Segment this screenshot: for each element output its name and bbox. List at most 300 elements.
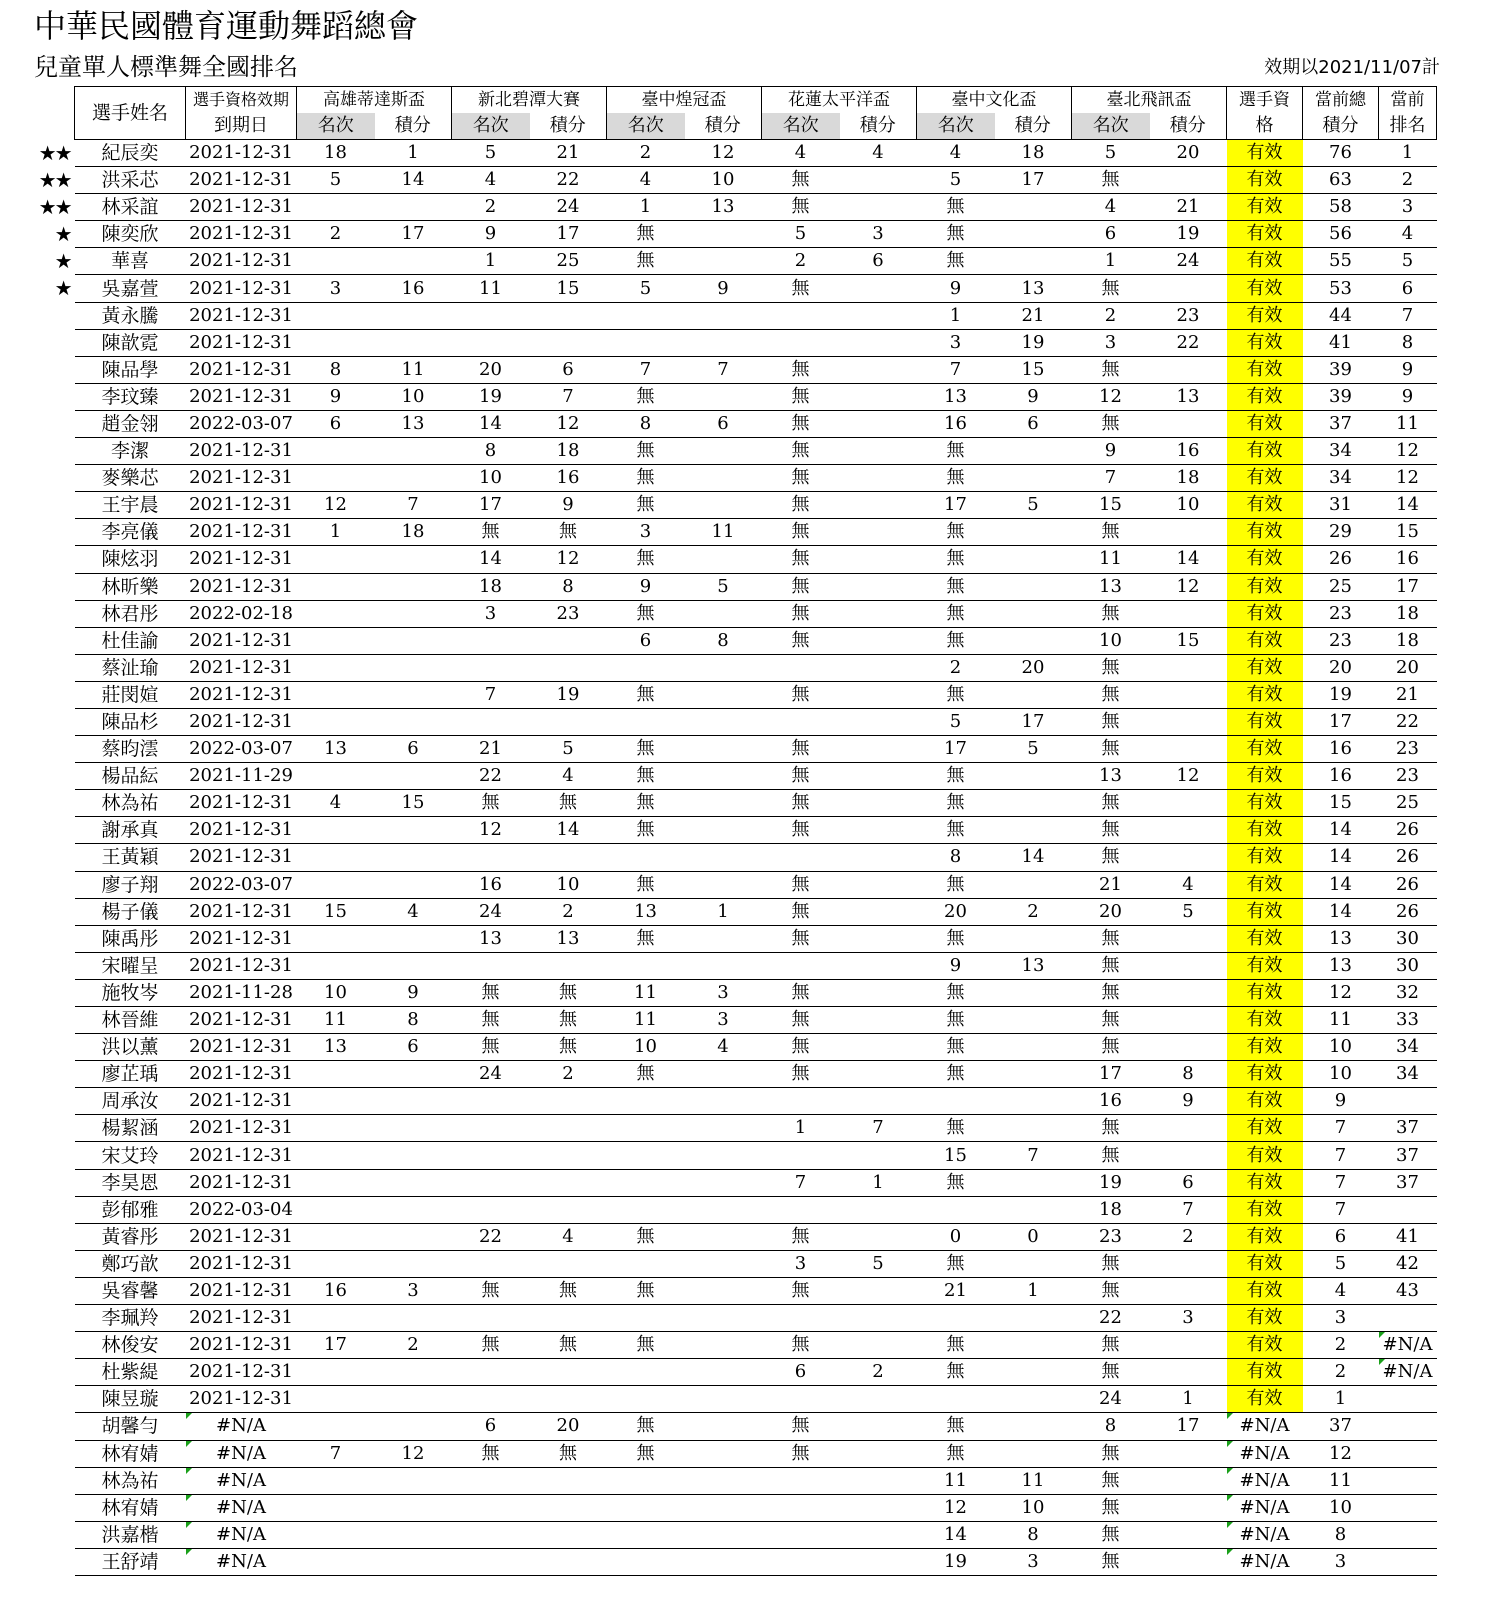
- comp-points: [840, 275, 917, 302]
- current-rank: 25: [1379, 790, 1437, 817]
- comp-rank: [452, 708, 530, 735]
- player-name: 李珮羚: [75, 1305, 186, 1332]
- comp-rank: 12: [297, 492, 375, 519]
- comp-points: [995, 573, 1072, 600]
- qualification-status: 有效: [1227, 654, 1303, 681]
- comp-points: [995, 1088, 1072, 1115]
- comp-points: [685, 438, 762, 465]
- comp-points: 22: [530, 167, 607, 194]
- comp-rank: 6: [762, 1359, 840, 1386]
- comp-points: 8: [995, 1521, 1072, 1548]
- comp-points: 17: [995, 708, 1072, 735]
- comp-rank: 10: [452, 465, 530, 492]
- total-points: 17: [1303, 708, 1379, 735]
- qualification-status: #N/A: [1227, 1440, 1303, 1467]
- total-points: 23: [1303, 627, 1379, 654]
- table-row: [75, 1332, 1437, 1359]
- comp-points: [995, 627, 1072, 654]
- comp-points: [530, 654, 607, 681]
- comp-points: 15: [995, 356, 1072, 383]
- comp-points: [840, 817, 917, 844]
- comp-points: [375, 708, 452, 735]
- comp-points: 10: [530, 871, 607, 898]
- comp-points: 21: [530, 140, 607, 167]
- comp-rank: 21: [917, 1277, 995, 1304]
- comp-rank: 14: [452, 410, 530, 437]
- current-rank: [1379, 1386, 1437, 1413]
- comp-rank: 無: [917, 681, 995, 708]
- qualification-status: 有效: [1227, 627, 1303, 654]
- expiry-date: #N/A: [186, 1548, 297, 1575]
- comp-rank: 無: [762, 1277, 840, 1304]
- comp-points: [1150, 519, 1227, 546]
- total-points: 7: [1303, 1115, 1379, 1142]
- table-row: [75, 763, 1437, 790]
- comp-rank: [762, 1142, 840, 1169]
- comp-rank: 13: [607, 898, 685, 925]
- comp-rank: [297, 952, 375, 979]
- star-icon: ★: [54, 249, 71, 274]
- player-name: 林君彤: [75, 600, 186, 627]
- comp-rank: 無: [762, 763, 840, 790]
- comp-rank: 16: [917, 410, 995, 437]
- table-row: [75, 356, 1437, 383]
- comp-rank: 無: [762, 410, 840, 437]
- total-points: 5: [1303, 1250, 1379, 1277]
- comp-rank: 無: [1072, 1277, 1150, 1304]
- comp-rank: 11: [607, 1007, 685, 1034]
- comp-points: 13: [375, 410, 452, 437]
- comp-rank: 無: [917, 790, 995, 817]
- comp-rank: [762, 1521, 840, 1548]
- player-name: 蔡沚瑜: [75, 654, 186, 681]
- comp-points: [685, 1061, 762, 1088]
- expiry-date: 2021-12-31: [186, 1142, 297, 1169]
- total-points: 19: [1303, 681, 1379, 708]
- comp-points: [1150, 1332, 1227, 1359]
- star-icon: ★: [54, 276, 71, 301]
- comp-points: 7: [375, 492, 452, 519]
- comp-rank: 無: [917, 1250, 995, 1277]
- comp-points: [685, 871, 762, 898]
- comp-rank: 24: [1072, 1386, 1150, 1413]
- comp-rank: 無: [452, 1332, 530, 1359]
- comp-points: 23: [1150, 302, 1227, 329]
- comp-points: 18: [1150, 465, 1227, 492]
- comp-rank: 13: [1072, 763, 1150, 790]
- table-row: [75, 1061, 1437, 1088]
- player-name: 楊絜涵: [75, 1115, 186, 1142]
- comp-points: [995, 1034, 1072, 1061]
- comp-rank: [762, 1548, 840, 1575]
- comp-points: 15: [375, 790, 452, 817]
- comp-points: 12: [685, 140, 762, 167]
- current-rank: [1379, 1440, 1437, 1467]
- ranking-subtitle: 兒童單人標準舞全國排名: [34, 53, 298, 81]
- comp-points: [685, 654, 762, 681]
- total-points: 58: [1303, 194, 1379, 221]
- comp-rank: 16: [297, 1277, 375, 1304]
- comp-points: 10: [685, 167, 762, 194]
- comp-points: 1: [840, 1169, 917, 1196]
- comp-points: 25: [530, 248, 607, 275]
- comp-rank: 2: [452, 194, 530, 221]
- comp-points: [995, 1061, 1072, 1088]
- current-rank: #N/A: [1379, 1332, 1437, 1359]
- header-points-1: 積分: [375, 113, 452, 140]
- comp-rank: 無: [762, 1034, 840, 1061]
- comp-rank: [297, 1115, 375, 1142]
- star-icon: ★★: [38, 195, 71, 220]
- table-row: [75, 573, 1437, 600]
- comp-points: 11: [685, 519, 762, 546]
- comp-points: 15: [1150, 627, 1227, 654]
- comp-rank: 4: [762, 140, 840, 167]
- comp-rank: 13: [452, 925, 530, 952]
- comp-points: [840, 844, 917, 871]
- comp-points: [840, 600, 917, 627]
- player-name: 黃睿彤: [75, 1223, 186, 1250]
- header-points-2: 積分: [530, 113, 607, 140]
- current-rank: [1379, 1494, 1437, 1521]
- comp-rank: [762, 1494, 840, 1521]
- comp-points: [840, 898, 917, 925]
- expiry-date: 2021-12-31: [186, 1250, 297, 1277]
- comp-rank: 無: [1072, 1007, 1150, 1034]
- comp-points: [685, 1169, 762, 1196]
- comp-rank: [297, 438, 375, 465]
- comp-rank: 19: [452, 383, 530, 410]
- comp-points: [685, 1386, 762, 1413]
- comp-points: [1150, 1115, 1227, 1142]
- comp-points: [840, 1440, 917, 1467]
- comp-points: 12: [530, 410, 607, 437]
- comp-points: [685, 1413, 762, 1440]
- comp-rank: 10: [1072, 627, 1150, 654]
- total-points: 10: [1303, 1061, 1379, 1088]
- comp-rank: 無: [917, 763, 995, 790]
- comp-rank: 無: [917, 1332, 995, 1359]
- comp-points: [375, 1467, 452, 1494]
- header-total-2: 積分: [1303, 113, 1379, 140]
- comp-points: 2: [530, 1061, 607, 1088]
- total-points: 53: [1303, 275, 1379, 302]
- table-row: [75, 1305, 1437, 1332]
- comp-points: [685, 248, 762, 275]
- comp-rank: 20: [917, 898, 995, 925]
- player-name: 麥樂芯: [75, 465, 186, 492]
- comp-points: [995, 1196, 1072, 1223]
- comp-rank: 無: [762, 925, 840, 952]
- comp-points: [840, 356, 917, 383]
- total-points: 12: [1303, 979, 1379, 1006]
- comp-points: [1150, 1277, 1227, 1304]
- qualification-status: 有效: [1227, 1034, 1303, 1061]
- qualification-status: #N/A: [1227, 1548, 1303, 1575]
- qualification-status: 有效: [1227, 681, 1303, 708]
- comp-rank: 16: [1072, 1088, 1150, 1115]
- comp-rank: 無: [917, 546, 995, 573]
- comp-points: [1150, 1494, 1227, 1521]
- expiry-date: 2021-12-31: [186, 1223, 297, 1250]
- header-current-rank: 當前: [1379, 87, 1437, 114]
- comp-points: [530, 1359, 607, 1386]
- comp-rank: 無: [1072, 1440, 1150, 1467]
- comp-rank: 無: [607, 1332, 685, 1359]
- comp-rank: 7: [1072, 465, 1150, 492]
- comp-rank: [297, 1521, 375, 1548]
- comp-rank: 11: [607, 979, 685, 1006]
- comp-rank: 無: [762, 790, 840, 817]
- total-points: 4: [1303, 1277, 1379, 1304]
- comp-points: [840, 1196, 917, 1223]
- comp-rank: 無: [762, 167, 840, 194]
- star-icon: ★★: [38, 168, 71, 193]
- org-title: 中華民國體育運動舞蹈總會: [34, 7, 419, 45]
- expiry-date: 2022-03-07: [186, 410, 297, 437]
- comp-points: [375, 1521, 452, 1548]
- comp-rank: 2: [607, 140, 685, 167]
- qualification-status: 有效: [1227, 925, 1303, 952]
- comp-points: [840, 519, 917, 546]
- comp-points: 12: [1150, 573, 1227, 600]
- comp-rank: [297, 302, 375, 329]
- comp-points: [995, 817, 1072, 844]
- comp-rank: 13: [917, 383, 995, 410]
- comp-rank: 11: [297, 1007, 375, 1034]
- comp-rank: [607, 1115, 685, 1142]
- comp-points: [375, 465, 452, 492]
- comp-rank: [607, 1548, 685, 1575]
- comp-rank: [297, 1223, 375, 1250]
- qualification-status: #N/A: [1227, 1467, 1303, 1494]
- comp-rank: 無: [452, 979, 530, 1006]
- comp-points: 無: [530, 519, 607, 546]
- qualification-status: 有效: [1227, 438, 1303, 465]
- header-rank-3: 名次: [607, 113, 685, 140]
- comp-points: [375, 654, 452, 681]
- table-row: [75, 167, 1437, 194]
- player-name: 陳禹彤: [75, 925, 186, 952]
- player-name: 陳昱璇: [75, 1386, 186, 1413]
- comp-points: [995, 1169, 1072, 1196]
- current-rank: 15: [1379, 519, 1437, 546]
- star-icon: ★: [54, 222, 71, 247]
- header-qualification: 選手資格效期: [186, 87, 297, 114]
- total-points: 55: [1303, 248, 1379, 275]
- current-rank: 8: [1379, 329, 1437, 356]
- comp-rank: 3: [297, 275, 375, 302]
- comp-rank: 無: [452, 519, 530, 546]
- qualification-status: 有效: [1227, 844, 1303, 871]
- player-name: 陳品學: [75, 356, 186, 383]
- player-name: 宋曜呈: [75, 952, 186, 979]
- comp-points: [840, 1223, 917, 1250]
- comp-points: 24: [1150, 248, 1227, 275]
- qualification-status: 有效: [1227, 329, 1303, 356]
- comp-rank: 無: [1072, 1521, 1150, 1548]
- comp-points: [995, 248, 1072, 275]
- current-rank: 20: [1379, 654, 1437, 681]
- comp-rank: 無: [762, 383, 840, 410]
- comp-rank: 無: [1072, 817, 1150, 844]
- comp-rank: 無: [762, 627, 840, 654]
- total-points: 1: [1303, 1386, 1379, 1413]
- current-rank: 37: [1379, 1115, 1437, 1142]
- comp-rank: 無: [762, 817, 840, 844]
- comp-rank: 無: [607, 383, 685, 410]
- comp-rank: [607, 302, 685, 329]
- table-row: [75, 1007, 1437, 1034]
- comp-rank: 13: [1072, 573, 1150, 600]
- comp-rank: 18: [452, 573, 530, 600]
- comp-points: [530, 1521, 607, 1548]
- comp-points: [685, 1332, 762, 1359]
- comp-rank: 無: [1072, 410, 1150, 437]
- expiry-date: 2022-02-18: [186, 600, 297, 627]
- player-name: 洪嘉楷: [75, 1521, 186, 1548]
- total-points: 7: [1303, 1169, 1379, 1196]
- comp-rank: [452, 627, 530, 654]
- comp-points: [375, 1250, 452, 1277]
- comp-points: [685, 790, 762, 817]
- comp-rank: 5: [762, 221, 840, 248]
- comp-points: [685, 1277, 762, 1304]
- table-row: [75, 546, 1437, 573]
- comp-rank: 11: [917, 1467, 995, 1494]
- comp-rank: 無: [607, 925, 685, 952]
- comp-rank: 17: [452, 492, 530, 519]
- expiry-date: 2021-12-31: [186, 1007, 297, 1034]
- comp-points: 7: [530, 383, 607, 410]
- qualification-status: 有效: [1227, 1223, 1303, 1250]
- comp-rank: 無: [762, 1332, 840, 1359]
- player-name: 林為祐: [75, 1467, 186, 1494]
- comp-points: [995, 1305, 1072, 1332]
- comp-points: [685, 492, 762, 519]
- comp-points: 2: [375, 1332, 452, 1359]
- comp-points: 4: [840, 140, 917, 167]
- expiry-date: #N/A: [186, 1467, 297, 1494]
- comp-rank: 5: [297, 167, 375, 194]
- player-name: 林昕樂: [75, 573, 186, 600]
- comp-rank: 無: [1072, 1115, 1150, 1142]
- total-points: 23: [1303, 600, 1379, 627]
- comp-rank: [297, 600, 375, 627]
- comp-points: [1150, 1548, 1227, 1575]
- comp-rank: 無: [1072, 1467, 1150, 1494]
- table-row: [75, 1548, 1437, 1575]
- comp-rank: 無: [762, 898, 840, 925]
- comp-points: [375, 1196, 452, 1223]
- current-rank: 42: [1379, 1250, 1437, 1277]
- player-name: 廖子翔: [75, 871, 186, 898]
- qualification-status: 有效: [1227, 356, 1303, 383]
- comp-rank: 無: [917, 1007, 995, 1034]
- comp-rank: 5: [917, 708, 995, 735]
- qualification-status: 有效: [1227, 140, 1303, 167]
- comp-points: 9: [530, 492, 607, 519]
- comp-rank: 8: [1072, 1413, 1150, 1440]
- table-row: [75, 1277, 1437, 1304]
- current-rank: [1379, 1521, 1437, 1548]
- expiry-date: 2021-12-31: [186, 492, 297, 519]
- comp-points: [995, 763, 1072, 790]
- comp-rank: 22: [1072, 1305, 1150, 1332]
- comp-rank: 15: [1072, 492, 1150, 519]
- comp-points: [685, 1305, 762, 1332]
- comp-points: 3: [375, 1277, 452, 1304]
- comp-points: [1150, 1034, 1227, 1061]
- comp-rank: 無: [917, 871, 995, 898]
- comp-points: 6: [530, 356, 607, 383]
- comp-rank: 9: [917, 952, 995, 979]
- comp-rank: 無: [607, 600, 685, 627]
- comp-points: 18: [375, 519, 452, 546]
- comp-rank: 無: [917, 1061, 995, 1088]
- total-points: 13: [1303, 925, 1379, 952]
- comp-rank: 7: [297, 1440, 375, 1467]
- comp-rank: 7: [607, 356, 685, 383]
- comp-points: 5: [1150, 898, 1227, 925]
- comp-points: [685, 1088, 762, 1115]
- comp-points: 8: [1150, 1061, 1227, 1088]
- comp-rank: 4: [1072, 194, 1150, 221]
- comp-rank: 6: [297, 410, 375, 437]
- current-rank: 22: [1379, 708, 1437, 735]
- comp-points: 15: [530, 275, 607, 302]
- comp-points: 17: [995, 167, 1072, 194]
- player-name-text: 林采誼: [101, 196, 159, 219]
- comp-points: 4: [1150, 871, 1227, 898]
- total-points: 12: [1303, 1440, 1379, 1467]
- player-name: 王黃穎: [75, 844, 186, 871]
- comp-points: [995, 790, 1072, 817]
- header-total: 當前總: [1303, 87, 1379, 114]
- comp-points: 無: [530, 1007, 607, 1034]
- table-row: [75, 1413, 1437, 1440]
- comp-rank: 7: [917, 356, 995, 383]
- total-points: 44: [1303, 302, 1379, 329]
- comp-rank: [762, 1467, 840, 1494]
- comp-points: 19: [530, 681, 607, 708]
- comp-points: [685, 1142, 762, 1169]
- comp-rank: 5: [452, 140, 530, 167]
- comp-rank: 無: [1072, 844, 1150, 871]
- qualification-status: 有效: [1227, 465, 1303, 492]
- comp-rank: [297, 1142, 375, 1169]
- comp-points: [375, 1169, 452, 1196]
- comp-rank: 10: [607, 1034, 685, 1061]
- comp-points: 無: [530, 1277, 607, 1304]
- comp-rank: [297, 1467, 375, 1494]
- comp-points: [995, 465, 1072, 492]
- table-row: [75, 329, 1437, 356]
- comp-points: [375, 1061, 452, 1088]
- comp-points: [375, 438, 452, 465]
- qualification-status: 有效: [1227, 1115, 1303, 1142]
- comp-points: [685, 329, 762, 356]
- comp-rank: 無: [607, 221, 685, 248]
- comp-points: [995, 1359, 1072, 1386]
- qualification-status: 有效: [1227, 573, 1303, 600]
- comp-points: 7: [685, 356, 762, 383]
- comp-points: 1: [375, 140, 452, 167]
- table-row: [75, 1494, 1437, 1521]
- comp-points: [840, 1494, 917, 1521]
- player-name: 謝承真: [75, 817, 186, 844]
- comp-rank: [452, 1088, 530, 1115]
